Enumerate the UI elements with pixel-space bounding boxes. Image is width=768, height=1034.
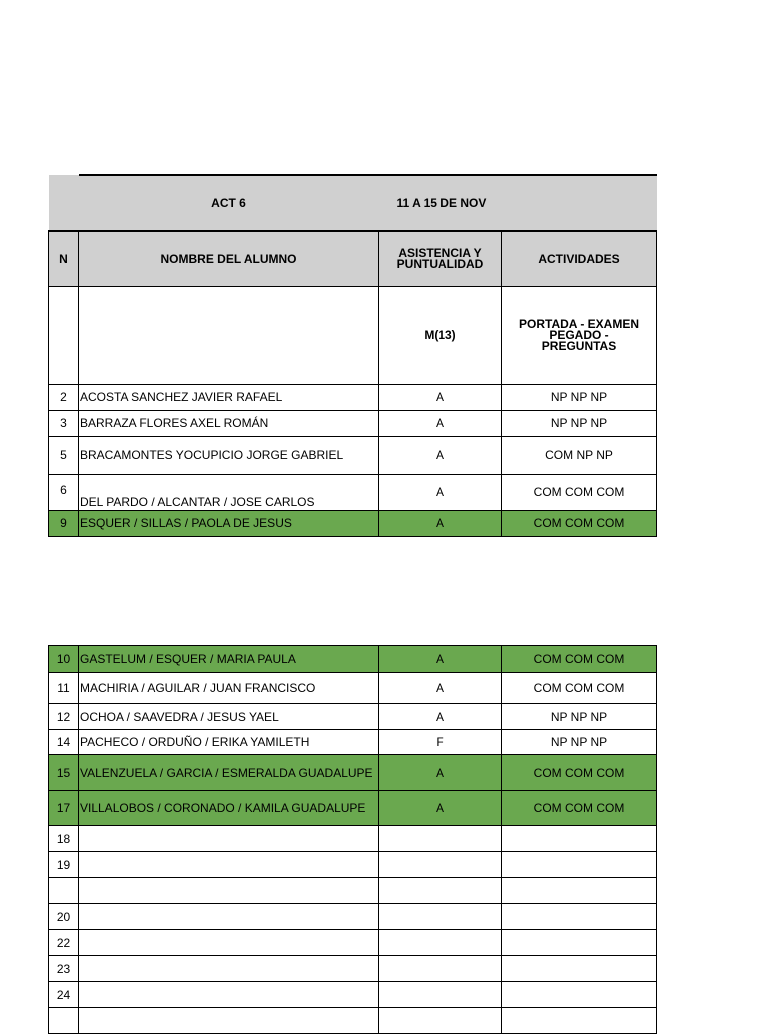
- act-label: ACT 6: [79, 175, 379, 231]
- attendance-value: A: [379, 510, 502, 536]
- row-number: 10: [49, 646, 79, 673]
- row-number: 19: [49, 852, 79, 878]
- row-number: 23: [49, 956, 79, 982]
- col-name-header: NOMBRE DEL ALUMNO: [79, 231, 379, 286]
- table-row: [49, 474, 657, 510]
- activities-value: [502, 904, 657, 930]
- table-row: [49, 410, 657, 436]
- row-number: 18: [49, 826, 79, 852]
- table-row: [49, 646, 657, 673]
- row-number: [49, 878, 79, 904]
- activities-value: [502, 878, 657, 904]
- activities-value: [502, 956, 657, 982]
- activities-value: COM COM COM: [502, 474, 657, 510]
- table-row: [49, 673, 657, 704]
- attendance-value: [379, 930, 502, 956]
- student-name: [79, 878, 379, 904]
- student-name: GASTELUM / ESQUER / MARIA PAULA: [79, 646, 379, 673]
- corner-cell: [49, 175, 79, 231]
- attendance-value: [379, 956, 502, 982]
- table-row: [49, 730, 657, 755]
- attendance-value: A: [379, 646, 502, 673]
- row-number: 6: [49, 474, 79, 510]
- table-row: [49, 982, 657, 1008]
- row-number: 22: [49, 930, 79, 956]
- activities-value: [502, 930, 657, 956]
- row-number: 9: [49, 510, 79, 536]
- activities-value: NP NP NP: [502, 704, 657, 730]
- student-name: [79, 1008, 379, 1034]
- column-header-row: [49, 231, 657, 286]
- activities-value: COM COM COM: [502, 646, 657, 673]
- table-row: [49, 791, 657, 826]
- attendance-value: F: [379, 730, 502, 755]
- attendance-value: A: [379, 791, 502, 826]
- activities-value: [502, 982, 657, 1008]
- attendance-value: [379, 878, 502, 904]
- student-name: MACHIRIA / AGUILAR / JUAN FRANCISCO: [79, 673, 379, 704]
- student-name: PACHECO / ORDUÑO / ERIKA YAMILETH: [79, 730, 379, 755]
- attendance-value: A: [379, 474, 502, 510]
- table-row: [49, 1008, 657, 1034]
- attendance-value: [379, 982, 502, 1008]
- date-label: 11 A 15 DE NOV: [379, 175, 657, 231]
- student-name: [79, 852, 379, 878]
- row-number: 15: [49, 755, 79, 791]
- table-row: [49, 878, 657, 904]
- activities-value: COM COM COM: [502, 791, 657, 826]
- table-row: [49, 904, 657, 930]
- activities-value: COM COM COM: [502, 673, 657, 704]
- activities-value: NP NP NP: [502, 384, 657, 410]
- row-number: 20: [49, 904, 79, 930]
- attendance-value: A: [379, 410, 502, 436]
- table-row: [49, 384, 657, 410]
- row-number: 17: [49, 791, 79, 826]
- attendance-sheet-top: [48, 174, 656, 537]
- row-number: 3: [49, 410, 79, 436]
- col-n-header: N: [49, 231, 79, 286]
- activities-value: COM COM COM: [502, 755, 657, 791]
- attendance-table-bottom: [48, 645, 657, 1034]
- title-row: [49, 175, 657, 231]
- col-act-header: ACTIVIDADES: [502, 231, 657, 286]
- row-number: 5: [49, 436, 79, 474]
- attendance-value: [379, 826, 502, 852]
- activities-value: NP NP NP: [502, 730, 657, 755]
- student-name: BRACAMONTES YOCUPICIO JORGE GABRIEL: [79, 436, 379, 474]
- sub-n-cell: [49, 286, 79, 384]
- activities-value: NP NP NP: [502, 410, 657, 436]
- student-name: [79, 982, 379, 1008]
- row-number: 2: [49, 384, 79, 410]
- subheader-row: [49, 286, 657, 384]
- student-name: [79, 904, 379, 930]
- table-row: [49, 956, 657, 982]
- student-name: VILLALOBOS / CORONADO / KAMILA GUADALUPE: [79, 791, 379, 826]
- row-number: 11: [49, 673, 79, 704]
- table-row: [49, 826, 657, 852]
- activities-value: COM COM COM: [502, 510, 657, 536]
- attendance-value: [379, 904, 502, 930]
- table-row: [49, 436, 657, 474]
- attendance-sheet-bottom: [48, 645, 656, 1034]
- sub-asist-cell: M(13): [379, 286, 502, 384]
- row-number: 24: [49, 982, 79, 1008]
- col-asist-header: ASISTENCIA Y PUNTUALIDAD: [379, 231, 502, 286]
- table-row: [49, 852, 657, 878]
- student-name: [79, 930, 379, 956]
- attendance-value: [379, 852, 502, 878]
- attendance-value: A: [379, 436, 502, 474]
- sub-name-cell: [79, 286, 379, 384]
- activities-value: [502, 852, 657, 878]
- table-row: [49, 510, 657, 536]
- student-name: DEL PARDO / ALCANTAR / JOSE CARLOS: [79, 474, 379, 510]
- row-number: 14: [49, 730, 79, 755]
- sub-act-cell: PORTADA - EXAMEN PEGADO - PREGUNTAS: [502, 286, 657, 384]
- student-name: ACOSTA SANCHEZ JAVIER RAFAEL: [79, 384, 379, 410]
- activities-value: [502, 826, 657, 852]
- table-row: [49, 930, 657, 956]
- attendance-value: [379, 1008, 502, 1034]
- activities-value: COM NP NP: [502, 436, 657, 474]
- attendance-value: A: [379, 704, 502, 730]
- attendance-value: A: [379, 384, 502, 410]
- row-number: [49, 1008, 79, 1034]
- table-row: [49, 704, 657, 730]
- student-name: VALENZUELA / GARCIA / ESMERALDA GUADALUPE: [79, 755, 379, 791]
- activities-value: [502, 1008, 657, 1034]
- student-name: ESQUER / SILLAS / PAOLA DE JESUS: [79, 510, 379, 536]
- student-name: BARRAZA FLORES AXEL ROMÁN: [79, 410, 379, 436]
- student-name: [79, 826, 379, 852]
- table-row: [49, 755, 657, 791]
- student-name: [79, 956, 379, 982]
- attendance-value: A: [379, 673, 502, 704]
- attendance-value: A: [379, 755, 502, 791]
- attendance-table-top: [48, 174, 657, 537]
- student-name: OCHOA / SAAVEDRA / JESUS YAEL: [79, 704, 379, 730]
- row-number: 12: [49, 704, 79, 730]
